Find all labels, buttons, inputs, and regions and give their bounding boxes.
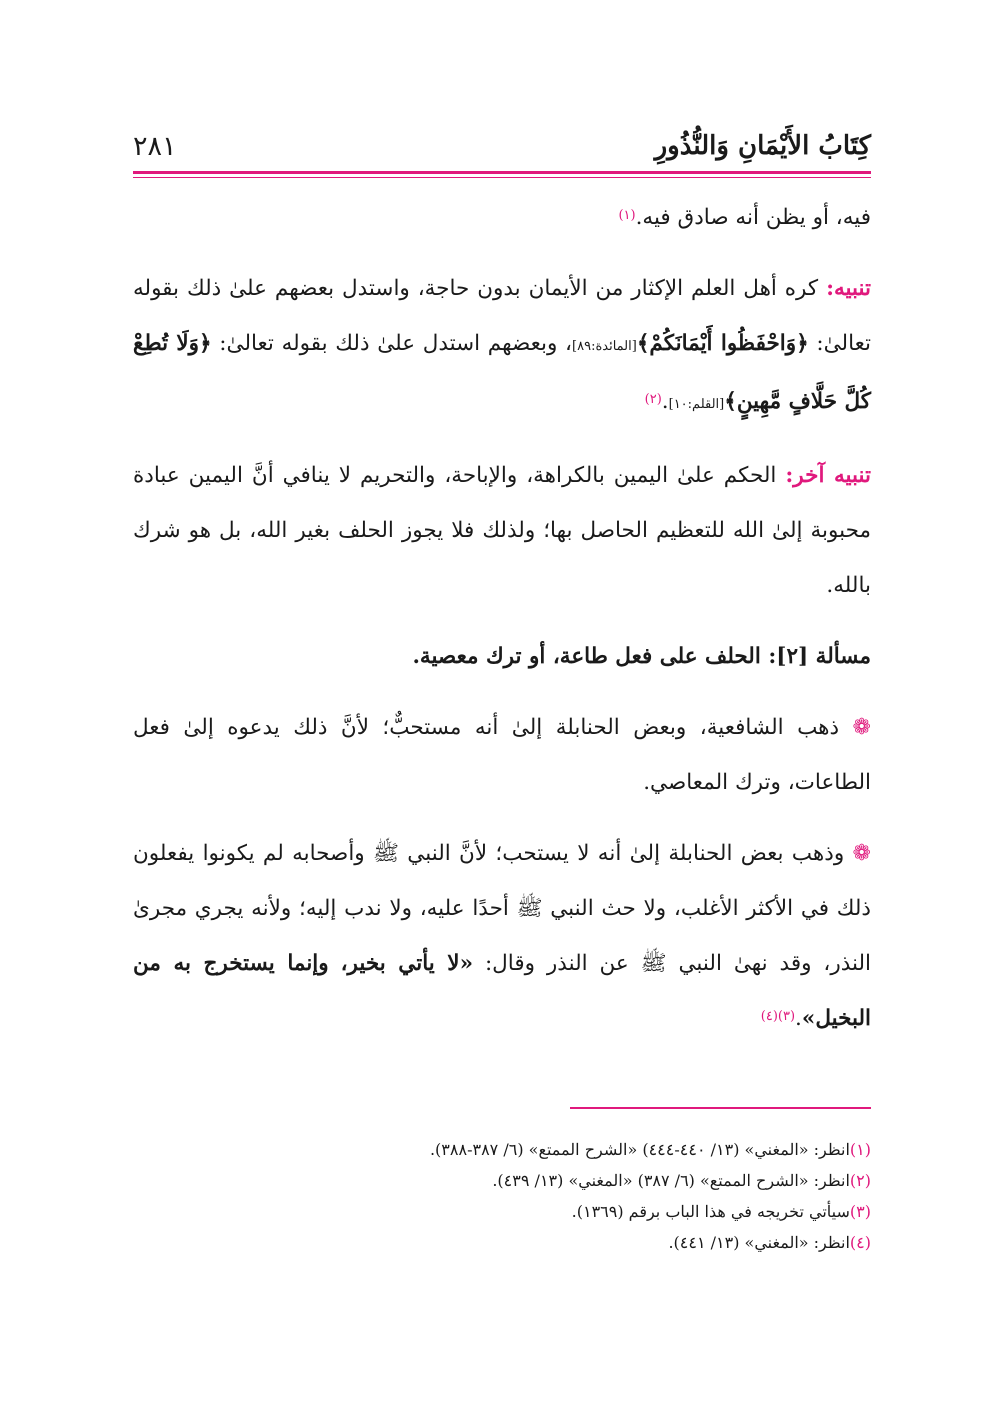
footnote-ref-2[interactable]: (٢)	[644, 392, 662, 407]
main-text	[133, 190, 871, 1046]
hadith-quote: وإنما يستخرج به من البخيل»	[133, 951, 871, 1031]
paragraph-note-1: تنبيه: كره أهل العلم الإكثار من الأيمان بدون حاجة، واستدل بعضهم علىٰ ذلك بقوله تعالىٰ: ﴿وَاحْفَظُوا أَيْمَانَكُمْ﴾[المائدة:٨٩]، وبعضهم استدل علىٰ ذلك بقوله تعالىٰ: ﴿وَلَا تُطِعْ كُلَّ حَلَّافٍ مَّهِينٍ﴾[القلم:١٠].$^{(٢)}$	[133, 276, 872, 414]
footnote-ref-3[interactable]: (٣)	[777, 1009, 796, 1024]
page-number: ٢٨١	[133, 130, 177, 162]
verse-ref: [القلم:١٠]	[668, 397, 725, 412]
footnotes	[133, 1134, 871, 1258]
header-rule-thin	[133, 177, 871, 178]
issue-heading	[133, 629, 871, 684]
hadith-quote: «لا يأتي بخير،	[340, 951, 474, 976]
paragraph-note-2: تنبيه آخر: الحكم علىٰ اليمين بالكراهة، والإباحة، والتحريم لا ينافي أنَّ اليمين عبادة محبوبة إلىٰ الله للتعظيم الحاصل بها؛ ولذلك فلا يجوز الحلف بغير الله، بل هو شرك بالله.	[133, 463, 871, 598]
running-title: كِتَابُ الأَيْمَانِ وَالنُّذُورِ	[654, 131, 871, 161]
issue-label: مسألة [٢]:	[768, 644, 871, 669]
quran-verse: ﴿وَاحْفَظُوا أَيْمَانَكُمْ﴾	[636, 331, 809, 356]
footnote-item: (٢)انظر: «الشرح الممتع» (٦/ ٣٨٧) «المغني» (١٣/ ٤٣٩).	[492, 1171, 871, 1190]
note-label: تنبيه آخر:	[785, 463, 871, 488]
footnote-ref-1[interactable]: (١)	[618, 208, 636, 223]
paragraph-opinion-2: ❁ وذهب بعض الحنابلة إلىٰ أنه لا يستحب؛ لأنَّ النبي ﷺ وأصحابه لم يكونوا يفعلون ذلك في الأكثر الأغلب، ولا حث النبي ﷺ أحدًا عليه، ولا ندب إليه؛ ولأنه يجري مجرىٰ النذر، وقد نهىٰ النبي ﷺ عن النذر وقال: «لا يأتي بخير، وإنما يستخرج به من البخيل».$^{(٣)(٤)}$	[133, 841, 872, 1031]
footnote-separator	[570, 1107, 871, 1109]
note-label: تنبيه:	[826, 276, 872, 301]
header-rule-thick	[133, 171, 871, 174]
paragraph-continuation: فيه، أو يظن أنه صادق فيه.$^{(١)}$	[618, 205, 871, 230]
verse-ref: [المائدة:٨٩]	[572, 339, 637, 354]
paragraph-opinion-1: ❁ ذهب الشافعية، وبعض الحنابلة إلىٰ أنه مستحبٌّ؛ لأنَّ ذلك يدعوه إلىٰ فعل الطاعات، وترك المعاصي.	[133, 715, 871, 795]
footnote-item: (٣)سيأتي تخريجه في هذا الباب برقم (١٣٦٩).	[571, 1202, 871, 1221]
footnote-item: (٤)انظر: «المغني» (١٣/ ٤٤١).	[668, 1233, 871, 1252]
page-header	[133, 124, 871, 168]
issue-title: الحلف على فعل طاعة، أو ترك معصية.	[412, 644, 761, 669]
quran-verse: ﴿وَلَا تُطِعْ كُلَّ حَلَّافٍ مَّهِينٍ﴾	[133, 331, 871, 414]
footnote-ref-4[interactable]: (٤)	[760, 1009, 778, 1024]
flower-bullet-icon: ❁	[852, 715, 871, 740]
footnote-item: (١)انظر: «المغني» (١٣/ ٤٤٠-٤٤٤) «الشرح الممتع» (٦/ ٣٨٧-٣٨٨).	[429, 1140, 871, 1159]
flower-bullet-icon: ❁	[852, 841, 871, 866]
